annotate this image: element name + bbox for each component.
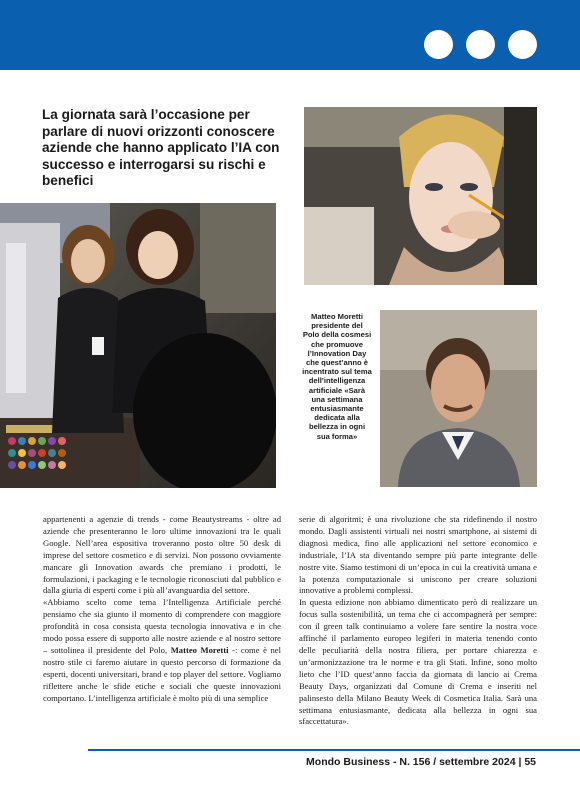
paragraph: serie di algoritmi; è una rivoluzione che sta ridefinendo il nostro mondo. Dagli assistenti virtuali nei nostri smartphone, ai sistemi di diagnosi medica, fino alle applicazioni nel settore economico e industriale, l’IA sta diventando sempre più parte integrante delle nostre vite. Siamo testimoni di un’epoca in cui la creatività umana e la potenza computazionale si uniscono per creare soluzioni innovative a problemi complessi. (299, 514, 537, 596)
photo-caption (302, 312, 372, 441)
header-bar (0, 0, 580, 70)
headline: La giornata sarà l’occasione per parlare di nuovi orizzonti conoscere aziende che hanno applicato l’IA con successo e interrogarsi su rischi e benefici (42, 107, 280, 189)
quote-text: «Abbiamo scelto come tema l’Intelligenza Artificiale perché pensiamo che sia giunto il momento di comprendere con maggiore profondità in cosa consista questa tecnologia innovativa e in che modo possa essere di supporto alle nostre aziende e al nostro settore – sottolinea il presidente del Polo, (43, 597, 281, 655)
footer-rule (88, 749, 580, 751)
magazine-name: Mondo Business (306, 756, 391, 768)
dot-icon (424, 30, 453, 59)
text-column-left (43, 514, 281, 705)
dot-icon (466, 30, 495, 59)
issue-info: - N. 156 / settembre 2024 | 55 (390, 756, 536, 768)
dot-icon (508, 30, 537, 59)
quote-text: -: come è nel nostro stile ci faremo aiutare in questo percorso di formazione da esperti, docenti universitari, brand e top player del settore. Vogliamo riflettere anche le sfide etiche e sociali che queste innovazioni comportano. L’intelligenza artificiale è molto più di una semplice (43, 644, 281, 703)
paragraph (43, 597, 281, 704)
paragraph: In questa edizione non abbiamo dimenticato però di realizzare un focus sulla sostenibilità, un tema che ci accompagnerà per sempre: con il green talk continuiamo a volere fare sentire la nostra voce affinché il parlamento europeo legiferi in materia tenendo conto delle peculiarità della nostra filiera, per portare chiarezza e un’armonizzazione tra le norme e tra gli Stati. Infine, sono molto lieto che l’ID quest’anno faccia da giornata di lancio ai Crema Beauty Days, organizzati dal Comune di Crema e inseriti nel palinsesto della Milano Beauty Week di Cosmetica Italia. Sarà una settimana entusiasmante, dedicata alla bellezza in ogni sua sfaccettatura». (299, 597, 537, 727)
person-name: Matteo Moretti (170, 644, 229, 655)
text-column-right (299, 514, 537, 728)
page-footer (306, 756, 536, 768)
makeup-photo (304, 107, 537, 285)
caption-text: presidente del Polo della cosmesi che promuove l’Innovation Day che quest’anno è incentrato sul tema dell’intelligenza artificiale «Sarà una settimana entusiasmante dedicata alla bellezza in ogni sua forma» (302, 321, 372, 441)
portrait-photo (380, 310, 537, 487)
event-photo (0, 203, 276, 488)
caption-name: Matteo Moretti (311, 312, 363, 321)
paragraph: appartenenti a agenzie di trends - come Beautystreams - oltre ad aziende che presenteranno le loro ultime innovazioni tra le quali Google. Nell’area espositiva troveranno posto oltre 50 desk di imprese del settore cosmetico e di servizi. Non possono ovviamente mancare gli Innovation awards che premiano i prodotti, le formulazioni, i packaging e le tecnologie riconosciuti dal pubblico e dalla giuria di esperti come i più all’avanguardia del settore. (43, 514, 281, 596)
